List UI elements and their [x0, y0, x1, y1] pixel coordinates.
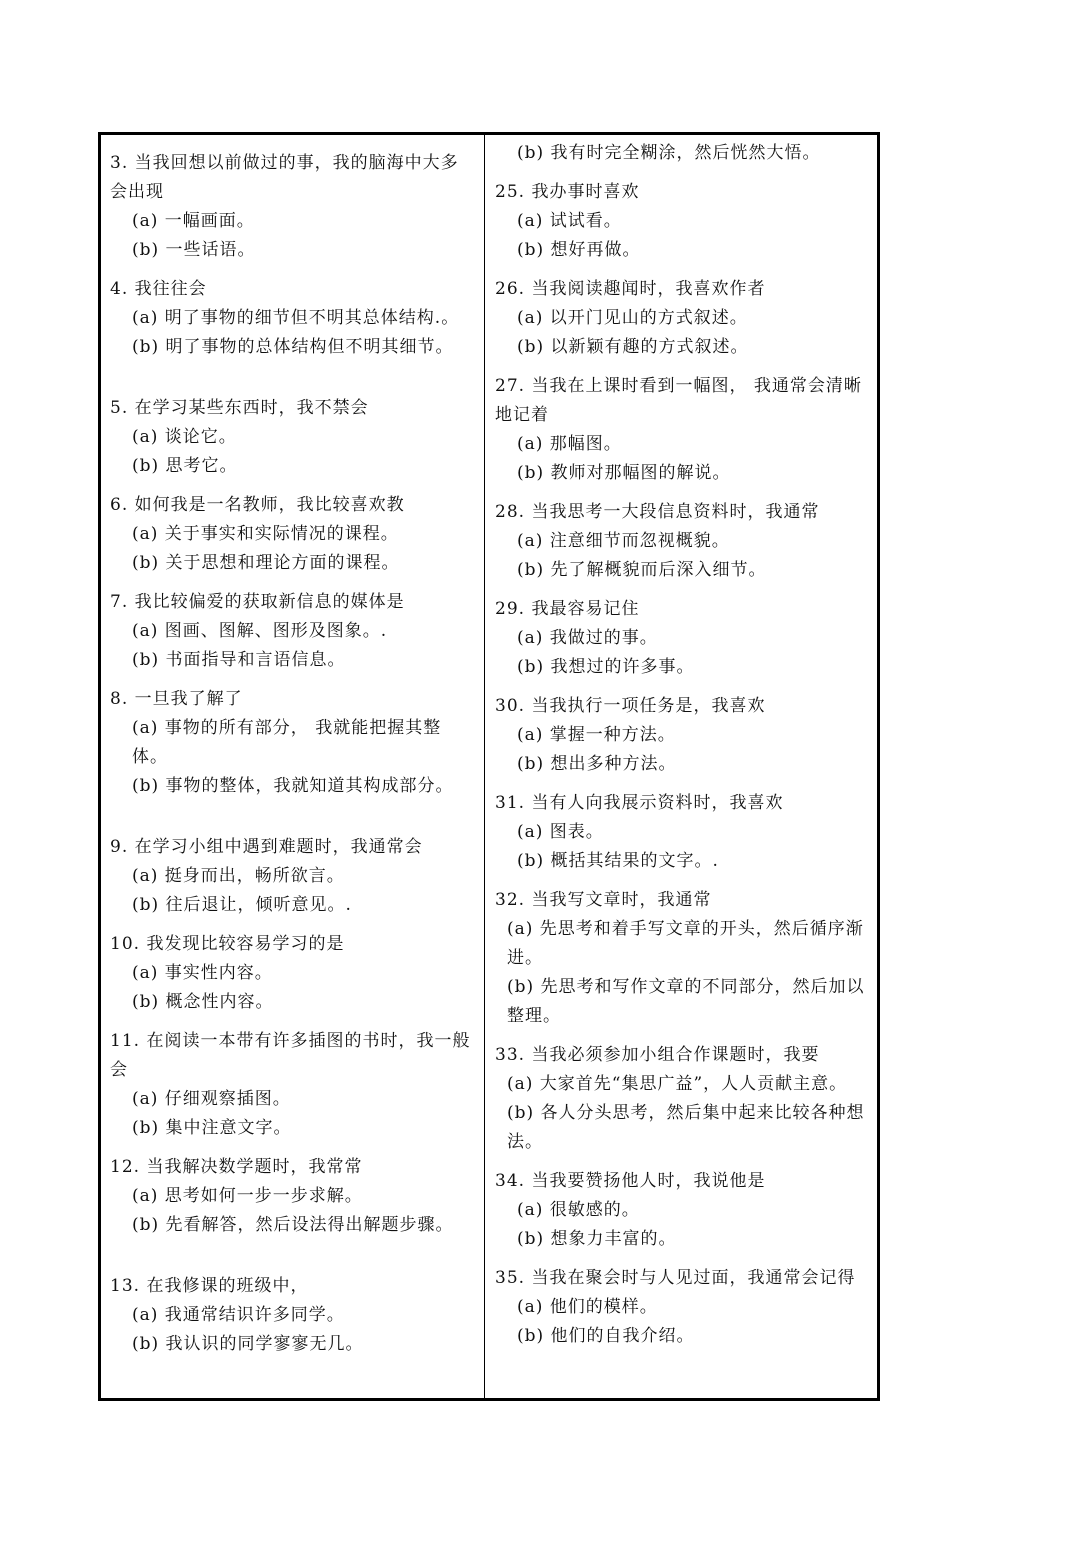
question-30	[495, 692, 869, 779]
option-b: (b) 事物的整体，我就知道其构成部分。	[132, 776, 454, 796]
option-a: (a) 注意细节而忽视概貌。	[517, 531, 730, 551]
option-b: (b) 关于思想和理论方面的课程。	[132, 553, 400, 573]
option-b: (b) 他们的自我介绍。	[517, 1326, 695, 1346]
option-a: (a) 那幅图。	[517, 434, 622, 454]
option-b: (b) 一些话语。	[132, 240, 256, 260]
option-b: (b) 各人分头思考，然后集中起来比较各种想法。	[507, 1103, 865, 1152]
question-stem: 31. 当有人向我展示资料时，我喜欢	[495, 793, 784, 813]
question-table	[98, 132, 880, 1401]
option-b: (b) 以新颖有趣的方式叙述。	[517, 337, 749, 357]
question-35	[495, 1264, 869, 1351]
left-column	[101, 135, 485, 1398]
question-stem: 26. 当我阅读趣闻时，我喜欢作者	[495, 279, 766, 299]
option-a: (a) 大家首先“集思广益”，人人贡献主意。	[507, 1074, 848, 1094]
question-stem: 10. 我发现比较容易学习的是	[110, 934, 345, 954]
option-a: (a) 我通常结识许多同学。	[132, 1305, 345, 1325]
option-b: (b) 明了事物的总体结构但不明其细节。	[132, 337, 454, 357]
question-stem: 27. 当我在上课时看到一幅图， 我通常会清晰地记着	[495, 376, 862, 425]
question-stem: 3. 当我回想以前做过的事，我的脑海中大多会出现	[110, 153, 459, 202]
question-stem: 5. 在学习某些东西时，我不禁会	[110, 398, 369, 418]
option-a: (a) 他们的模样。	[517, 1297, 658, 1317]
option-a: (a) 一幅画面。	[132, 211, 255, 231]
option-b: (b) 先思考和写作文章的不同部分，然后加以整理。	[507, 977, 865, 1026]
option-a: (a) 以开门见山的方式叙述。	[517, 308, 748, 328]
option-a: (a) 试试看。	[517, 211, 622, 231]
option-b: (b) 先看解答，然后设法得出解题步骤。	[132, 1215, 454, 1235]
question-31	[495, 789, 869, 876]
option-b: (b) 概括其结果的文字。.	[517, 851, 719, 871]
question-stem: 29. 我最容易记住	[495, 599, 640, 619]
question-stem: 4. 我往往会	[110, 279, 207, 299]
question-26	[495, 275, 869, 362]
option-b: (b) 书面指导和言语信息。	[132, 650, 346, 670]
question-stem: 25. 我办事时喜欢	[495, 182, 640, 202]
option-a: (a) 图表。	[517, 822, 604, 842]
question-stem: 6. 如何我是一名教师，我比较喜欢教	[110, 495, 405, 515]
question-27	[495, 372, 869, 488]
question-stem: 12. 当我解决数学题时，我常常	[110, 1157, 363, 1177]
option-b: (b) 想象力丰富的。	[517, 1229, 677, 1249]
option-b: (b) 思考它。	[132, 456, 238, 476]
option-a: (a) 事物的所有部分， 我就能把握其整体。	[132, 718, 442, 767]
question-11	[110, 1027, 476, 1143]
question-32	[495, 886, 869, 1031]
option-a: (a) 思考如何一步一步求解。	[132, 1186, 363, 1206]
option-a: (a) 挺身而出，畅所欲言。	[132, 866, 345, 886]
question-28	[495, 498, 869, 585]
option-b: (b) 我想过的许多事。	[517, 657, 695, 677]
question-6	[110, 491, 476, 578]
option-b: (b) 我认识的同学寥寥无几。	[132, 1334, 364, 1354]
question-stem: 7. 我比较偏爱的获取新信息的媒体是	[110, 592, 405, 612]
option-a: (a) 仔细观察插图。	[132, 1089, 291, 1109]
option-b: (b) 先了解概貌而后深入细节。	[517, 560, 767, 580]
question-stem: 8. 一旦我了解了	[110, 689, 243, 709]
question-stem: 13. 在我修课的班级中，	[110, 1276, 309, 1296]
option-a: (a) 先思考和着手写文章的开头，然后循序渐进。	[507, 919, 864, 968]
question-7	[110, 588, 476, 675]
question-33	[495, 1041, 869, 1157]
question-24-continued	[495, 139, 869, 168]
option-b: (b) 想出多种方法。	[517, 754, 677, 774]
option-b: (b) 我有时完全糊涂，然后恍然大悟。	[517, 143, 821, 163]
question-3	[110, 149, 476, 265]
option-a: (a) 图画、图解、图形及图象。.	[132, 621, 388, 641]
question-stem: 30. 当我执行一项任务是，我喜欢	[495, 696, 766, 716]
question-29	[495, 595, 869, 682]
question-8	[110, 685, 476, 801]
question-12	[110, 1153, 476, 1240]
question-25	[495, 178, 869, 265]
question-4	[110, 275, 476, 362]
option-b: (b) 教师对那幅图的解说。	[517, 463, 731, 483]
question-stem: 11. 在阅读一本带有许多插图的书时，我一般会	[110, 1031, 471, 1080]
question-5	[110, 394, 476, 481]
question-stem: 34. 当我要赞扬他人时，我说他是	[495, 1171, 766, 1191]
right-column	[485, 135, 877, 1398]
question-stem: 9. 在学习小组中遇到难题时，我通常会	[110, 837, 423, 857]
option-b: (b) 概念性内容。	[132, 992, 274, 1012]
question-9	[110, 833, 476, 920]
question-34	[495, 1167, 869, 1254]
option-b: (b) 往后退让，倾听意见。.	[132, 895, 352, 915]
option-a: (a) 关于事实和实际情况的课程。	[132, 524, 399, 544]
question-13	[110, 1272, 476, 1359]
question-stem: 32. 当我写文章时，我通常	[495, 890, 712, 910]
option-a: (a) 明了事物的细节但不明其总体结构.。	[132, 308, 460, 328]
option-b: (b) 想好再做。	[517, 240, 641, 260]
question-stem: 28. 当我思考一大段信息资料时，我通常	[495, 502, 820, 522]
option-b: (b) 集中注意文字。	[132, 1118, 292, 1138]
option-a: (a) 掌握一种方法。	[517, 725, 676, 745]
option-a: (a) 很敏感的。	[517, 1200, 640, 1220]
question-10	[110, 930, 476, 1017]
question-stem: 35. 当我在聚会时与人见过面，我通常会记得	[495, 1268, 856, 1288]
option-a: (a) 谈论它。	[132, 427, 237, 447]
question-stem: 33. 当我必须参加小组合作课题时，我要	[495, 1045, 820, 1065]
option-a: (a) 我做过的事。	[517, 628, 658, 648]
option-a: (a) 事实性内容。	[132, 963, 273, 983]
